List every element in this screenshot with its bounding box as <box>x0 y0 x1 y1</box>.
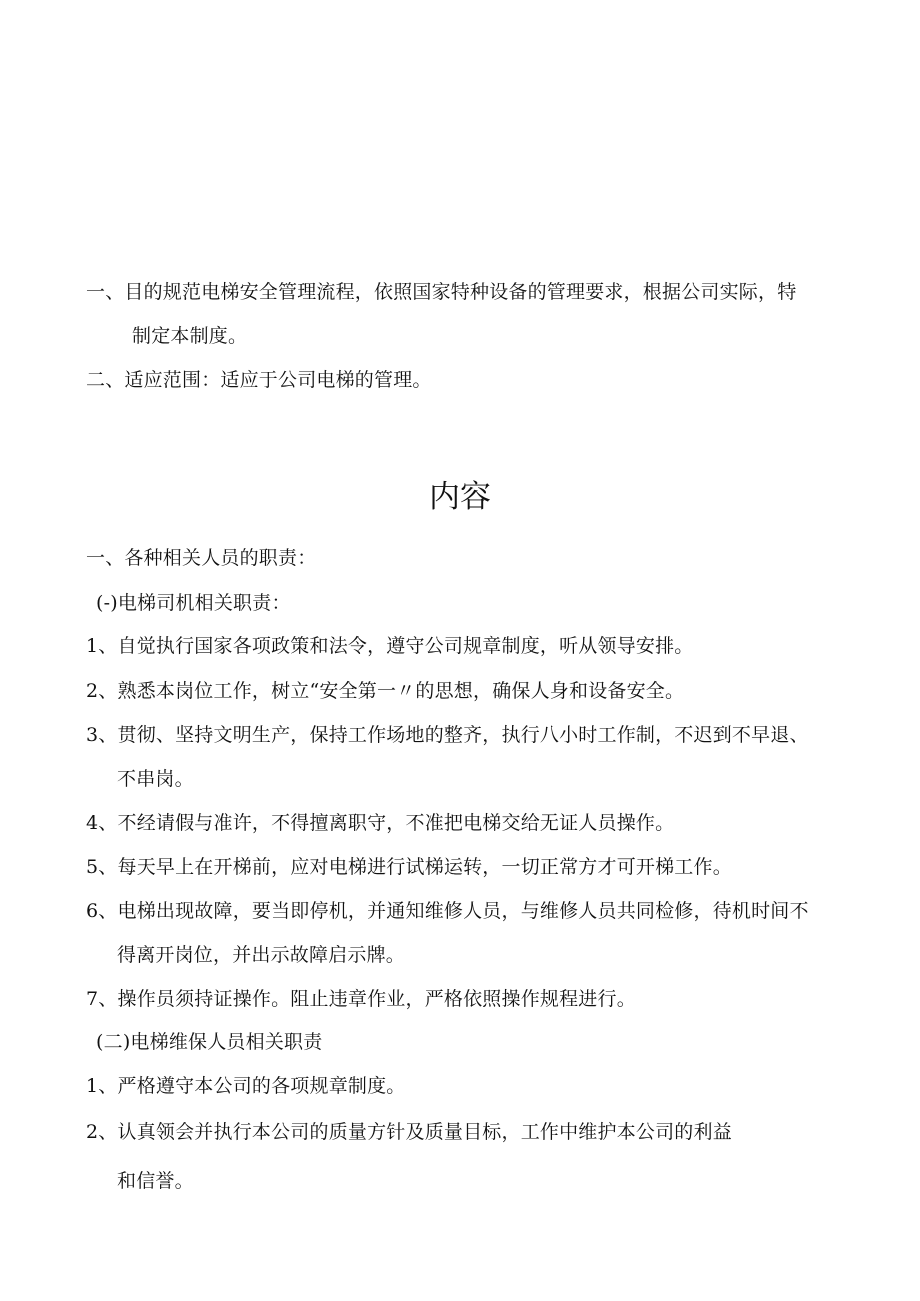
list-item-continuation: 不串岗。 <box>117 768 194 790</box>
list-item: 7、操作员须持证操作。阻止违章作业，严格依照操作规程进行。 <box>86 988 636 1010</box>
list-item: 1、严格遵守本公司的各项规章制度。 <box>86 1075 406 1097</box>
purpose-paragraph-line1: 一、目的规范电梯安全管理流程，依照国家特种设备的管理要求，根据公司实际，特 <box>86 281 797 303</box>
scope-paragraph: 二、适应范围：适应于公司电梯的管理。 <box>86 369 432 391</box>
subsection-heading-maintenance: (二)电梯维保人员相关职责 <box>96 1031 323 1053</box>
purpose-paragraph-line2: 制定本制度。 <box>132 325 248 347</box>
document-title: 内容 <box>429 479 491 515</box>
section-heading-responsibilities: 一、各种相关人员的职责： <box>86 547 317 569</box>
list-item-continuation: 和信誉。 <box>117 1170 194 1192</box>
list-item: 5、每天早上在开梯前，应对电梯进行试梯运转，一切正常方才可开梯工作。 <box>86 856 732 878</box>
list-item: 6、电梯出现故障，要当即停机，并通知维修人员，与维修人员共同检修，待机时间不 <box>86 900 809 922</box>
list-item: 1、自觉执行国家各项政策和法令，遵守公司规章制度，听从领导安排。 <box>86 635 694 657</box>
list-item-continuation: 得离开岗位，并出示故障启示牌。 <box>117 944 406 966</box>
list-item: 4、不经请假与准许，不得擅离职守，不准把电梯交给无证人员操作。 <box>86 812 675 834</box>
list-item: 2、认真领会并执行本公司的质量方针及质量目标，工作中维护本公司的利益 <box>86 1121 732 1143</box>
subsection-heading-operator: (-)电梯司机相关职责： <box>96 592 291 614</box>
list-item: 2、熟悉本岗位工作，树立“安全第一〃的思想，确保人身和设备安全。 <box>86 680 685 702</box>
list-item: 3、贯彻、坚持文明生产，保持工作场地的整齐，执行八小时工作制，不迟到不早退、 <box>86 724 809 746</box>
